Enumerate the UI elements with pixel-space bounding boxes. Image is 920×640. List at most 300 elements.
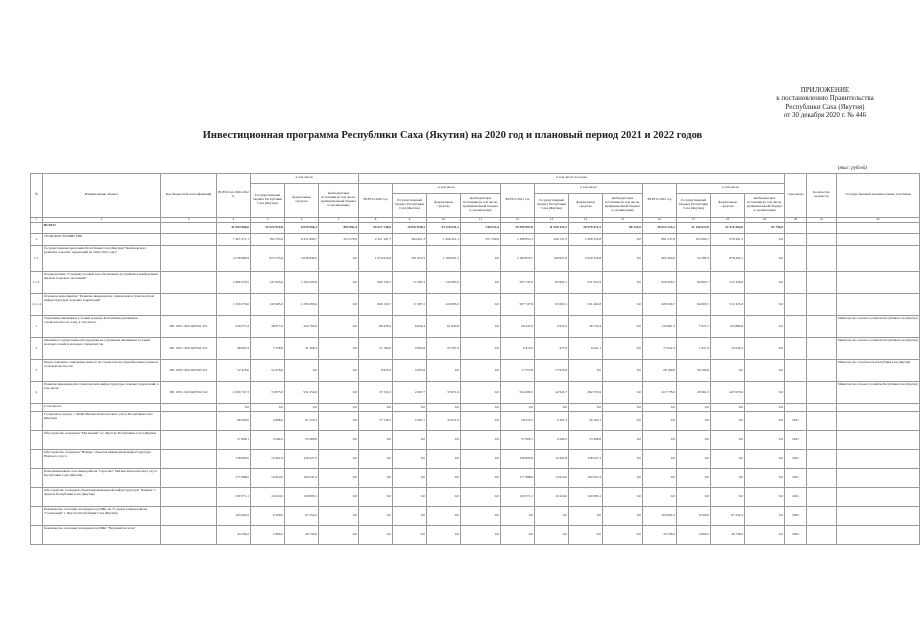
amount-cell: 0,0 [745,526,785,545]
customer-cell [837,488,920,507]
amount-cell: 0,0 [461,526,501,545]
amount-cell: 0,0 [745,234,785,246]
amount-cell: 0,0 [359,488,393,507]
column-number: 8 [359,217,393,223]
column-number: 22 [837,217,920,223]
amount-cell: 37 319,3 [359,382,393,404]
column-number: 9 [393,217,427,223]
amount-cell: 177 988,0 [217,469,251,488]
amount-cell: 0,0 [427,450,461,469]
table-row [31,450,920,469]
object-name: Обустройство площадки "Маганский" в г. Якутске Республики Саха (Якутия) [43,431,161,450]
header-source-ext: внебюджетные источники (в том числе, муниципальный бюджет и организации) [745,193,785,217]
commission-year [785,316,807,338]
appendix-line: к постановлению Правительства [776,94,874,103]
row-number [31,488,43,507]
budget-code [161,450,217,469]
amount-cell: 41 306,4 [285,338,319,360]
amount-cell: 1 980 276,5 [217,272,251,294]
table-row [31,360,920,382]
amount-cell: 0,0 [461,382,501,404]
amount-cell: 0,0 [711,412,745,431]
amount-cell: 0,0 [745,450,785,469]
amount-cell: 0,0 [319,272,359,294]
amount-cell: 246 701,3 [535,234,569,246]
amount-cell: 138 695,0 [501,450,535,469]
amount-cell: 22 787,3 [427,338,461,360]
units-label: (тыс. рублей) [837,166,867,171]
amount-cell: 43 336,2 [217,526,251,545]
header-total-2020: ВСЕГО 2020 год [359,183,393,217]
table-row [31,431,920,450]
amount-cell: 0,0 [603,360,643,382]
commission-year: 2021 [785,412,807,431]
row-number: 1.1.1. [31,272,43,294]
row-number: 3 [31,360,43,382]
row-number: 1. [31,234,43,246]
commission-year [785,338,807,360]
column-number: 6 [285,217,319,223]
amount-cell: 0,0 [319,360,359,382]
amount-cell: 0,0 [359,526,393,545]
amount-cell: 57 908,1 [217,431,251,450]
amount-cell: 0,0 [535,507,569,526]
amount-cell: 0,0 [217,404,251,412]
amount-cell: 0,0 [711,469,745,488]
amount-cell: 0,0 [285,404,319,412]
amount-cell: 0,0 [359,507,393,526]
amount-cell: 0,0 [745,272,785,294]
amount-cell: 37 739,5 [359,412,393,431]
amount-cell: 0,0 [535,404,569,412]
amount-cell: 0,0 [319,316,359,338]
object-name: Комплексное освоение площадки под ИЖС "Верхний поселок" [43,526,161,545]
amount-cell: 891 237,6 [643,234,677,246]
row-number: 1.1. [31,246,43,272]
amount-cell: 10 419,0 [535,488,569,507]
header-source-ext: внебюджетные источники (в том числе, муниципальный бюджет и организации) [603,193,643,217]
amount-cell: 10 491,8 [251,450,285,469]
header-source-fed: федеральные средства [427,193,461,217]
amount-cell: 521 951,6 [569,272,603,294]
amount-cell: 512 325,6 [711,294,745,316]
amount-cell: 0,0 [359,431,393,450]
amount-cell: 132 861,3 [643,316,677,338]
amount-cell: 26 961,3 [677,382,711,404]
amount-cell: 35 871,6 [427,382,461,404]
amount-cell: 0,0 [393,526,427,545]
capacity-cell [807,294,837,316]
amount-cell: 10 847 838,3 [393,223,427,234]
row-number [31,469,43,488]
amount-cell: 162 047,4 [285,469,319,488]
amount-cell: 2 667,7 [393,382,427,404]
amount-cell: 0,0 [319,526,359,545]
row-number [31,431,43,450]
commission-year: 2021 [785,431,807,450]
amount-cell: 0,0 [359,469,393,488]
amount-cell: 0,0 [461,450,501,469]
amount-cell: 0,0 [603,450,643,469]
amount-cell: 902 404,6 [643,246,677,272]
object-name: Государственная программа Республики Саха (Якутия) "Комплексного развития сельских территорий на 2020-2024 годы" [43,246,161,272]
investment-table-sheet [30,173,918,640]
amount-cell: 2 184 870,7 [501,246,535,272]
amount-cell: 417 778,6 [643,382,677,404]
header-source-gb: Государственный бюджет Республики Саха (Якутия) [677,193,711,217]
amount-cell: 0,0 [461,338,501,360]
column-number: 21 [807,217,837,223]
amount-cell: 0,0 [569,507,603,526]
amount-cell: 0,0 [603,507,643,526]
amount-cell: 0,0 [393,488,427,507]
amount-cell: 61 940,8 [427,316,461,338]
amount-cell: 52 476,0 [217,360,251,382]
amount-cell: 1 670 910,6 [359,246,393,272]
header-source-ext: внебюджетные источники (в том числе, муниципальный бюджет и организации) [461,193,501,217]
commission-year: 2022 [785,507,807,526]
amount-cell: 0,0 [745,360,785,382]
amount-cell: 0,0 [745,404,785,412]
customer-cell [837,404,920,412]
amount-cell: 0,0 [603,469,643,488]
amount-cell: 0,0 [359,450,393,469]
header-source-fed: федеральные средства [569,193,603,217]
amount-cell: 626 500,7 [643,272,677,294]
amount-cell: 0,0 [603,526,643,545]
amount-cell: 0,0 [569,360,603,382]
table-body [31,223,920,545]
amount-cell: 0,0 [711,431,745,450]
header-source-ext: внебюджетные источники (в том числе, муниципальный бюджет и организации) [319,183,359,217]
amount-cell: 61 279,3 [285,412,319,431]
amount-cell: 222 700,4 [285,316,319,338]
column-number: 20 [785,217,807,223]
amount-cell: 2 600,2 [677,526,711,545]
amount-cell: 0,0 [603,272,643,294]
amount-cell: 0,0 [677,404,711,412]
amount-cell: 53 308,8 [285,431,319,450]
amount-cell: 97 252,2 [711,507,745,526]
customer-cell [837,234,920,246]
header-deadline: Срок ввода [785,174,807,218]
header-code: Код бюджетной классификации [161,174,217,218]
amount-cell: 0,0 [461,272,501,294]
amount-cell: 89 478,2 [359,316,393,338]
row-number [31,526,43,545]
column-number: 5 [251,217,285,223]
commission-year: 2022 [785,526,807,545]
appendix-line: Республики Саха (Якутия) [785,102,865,111]
budget-code [161,507,217,526]
header-source-fed: федеральные средства [711,193,745,217]
amount-cell: 931 252,6 [285,382,319,404]
object-name: Улучшение жилищных условий граждан Республики (жилищное строительство на селе), в том числе: [43,316,161,338]
amount-cell: 6 500,0 [677,507,711,526]
header-total: ВСЕГО на 2020-2022 гг. [217,174,251,218]
customer-cell [837,450,920,469]
amount-cell: 24 322 919,8 [251,223,285,234]
column-number: 13 [535,217,569,223]
amount-cell: 4 048 640,5 [285,246,319,272]
table-row [31,469,920,488]
amount-cell: 43 336,2 [643,526,677,545]
table-row [31,234,920,246]
budget-code: 082 1003 1610 4R5763 451 [161,360,217,382]
amount-cell: 0,0 [643,412,677,431]
amount-cell: 130 571,1 [217,488,251,507]
amount-cell: 1 206 295,6 [285,294,319,316]
amount-cell: 66 290,0 [217,412,251,431]
object-name: Обустройство площадки объектами инженерной инфраструктуры "Байдам" с. Арылах Республики Саха (Якутия) [43,488,161,507]
commission-year: 2021 [785,488,807,507]
budget-code [161,272,217,294]
amount-cell: 524 280,3 [501,382,535,404]
budget-code [161,526,217,545]
amount-cell: 501 972,5 [393,246,427,272]
amount-cell: 0,0 [745,382,785,404]
object-name: Оказание государственной поддержки на улучшение жилищных условий молодых семей и молодых специалистов [43,338,161,360]
row-number [31,450,43,469]
object-name: Канализационные сети микрорайона "Сергелях" Мегино-Кангаласского улуса Республики Саха (Якутия) [43,469,161,488]
amount-cell: 10 491,8 [535,450,569,469]
amount-cell: 259 577,4 [217,316,251,338]
customer-cell [837,431,920,450]
commission-year [785,246,807,272]
amount-cell: 122 083,5 [427,294,461,316]
amount-cell: 0,0 [427,488,461,507]
appendix-line: от 30 декабря 2020 г. № 446 [783,111,867,120]
amount-cell: 626 500,7 [643,294,677,316]
header-source-fed: федеральные средства [285,183,319,217]
column-number: 17 [677,217,711,223]
capacity-cell [807,507,837,526]
amount-cell: 26 612 224,1 [643,223,677,234]
amount-cell: 0,0 [461,360,501,382]
column-number: 14 [569,217,603,223]
amount-cell: 48 065,3 [217,338,251,360]
table-row [31,488,920,507]
capacity-cell [807,360,837,382]
amount-cell: 1 166 831,1 [427,246,461,272]
amount-cell: 128 227,3 [569,450,603,469]
capacity-cell [807,469,837,488]
amount-cell: 0,0 [501,507,535,526]
amount-cell: 25 116 631,1 [427,223,461,234]
column-number: 16 [643,217,677,223]
capacity-cell [807,382,837,404]
object-name: Обустройство площадки "Намцы" объектов инженерной инфраструктуры Намского улуса [43,450,161,469]
amount-cell: 0,0 [393,469,427,488]
customer-cell [837,294,920,316]
object-name: Комплексное освоение площадки под ИЖС на 75 домов в микрорайоне "Солнечный" г. Якутска Республики Саха (Якутия) [43,507,161,526]
amount-cell: 557 339,9 [461,234,501,246]
amount-cell: 507 747,9 [501,294,535,316]
column-number: 19 [745,217,785,223]
object-name: Подпрограмма "Создание условий для обеспечения доступным и комфортным жильем сельского населения" [43,272,161,294]
capacity-cell [807,234,837,246]
row-number [31,404,43,412]
amount-cell: 0,0 [427,431,461,450]
amount-cell: 0,0 [427,507,461,526]
commission-year: 2021 [785,450,807,469]
amount-cell: 105 002,2 [217,507,251,526]
capacity-cell [807,431,837,450]
amount-cell: 846 130,7 [359,294,393,316]
amount-cell: 0,0 [711,360,745,382]
amount-cell: 52 476,0 [251,360,285,382]
object-name: Предоставление социальных выплат на строительство (приобретение) жилья в сельской местности [43,360,161,382]
amount-cell: 0,0 [251,404,285,412]
header-source-gb: Государственный бюджет Республики Саха (Якутия) [251,183,285,217]
amount-cell: 762 333,9 [251,234,285,246]
amount-cell: 0,0 [535,526,569,545]
amount-cell: 0,0 [603,234,643,246]
amount-cell: 0,0 [745,316,785,338]
amount-cell: 0,0 [427,404,461,412]
column-number: 12 [501,217,535,223]
amount-cell: 38 716,4 [569,316,603,338]
commission-year: 2021 [785,469,807,488]
amount-cell: 40 736,0 [711,526,745,545]
header-2021-incl: в том числе [535,183,643,193]
amount-cell: 0,0 [643,469,677,488]
amount-cell: 0,0 [745,469,785,488]
amount-cell: 74 873,0 [251,382,285,404]
amount-cell: 0,0 [745,431,785,450]
commission-year [785,404,807,412]
budget-code [161,488,217,507]
column-number: 4 [217,217,251,223]
amount-cell: 53 308,8 [569,431,603,450]
amount-cell: 65 617 740,6 [359,223,393,234]
table-row [31,316,920,338]
amount-cell: 0,0 [745,507,785,526]
amount-cell: 91 796,0 [745,223,785,234]
amount-cell: 0,0 [745,488,785,507]
amount-cell: 4 569,2 [251,431,285,450]
amount-cell: 0,0 [745,246,785,272]
amount-cell: 9 641,1 [569,338,603,360]
amount-cell: 6 639 966,4 [285,223,319,234]
amount-cell: 674 733,4 [251,246,285,272]
table-row [31,246,920,272]
amount-cell: 28 470,5 [501,412,535,431]
row-number [31,412,43,431]
amount-cell: 0,0 [677,431,711,450]
capacity-cell [807,450,837,469]
amount-cell: 0,0 [643,431,677,450]
amount-cell: 0,0 [461,246,501,272]
amount-cell: 7 467 271,1 [217,234,251,246]
amount-cell: 0,0 [427,360,461,382]
amount-cell: 0,0 [711,404,745,412]
amount-cell: 9 472,0 [501,338,535,360]
amount-cell: 17 557,8 [501,360,535,382]
commission-year [785,223,807,234]
row-number: 2 [31,338,43,360]
table-row [31,223,920,234]
amount-cell: 0,0 [569,404,603,412]
amount-cell: 2 931,0 [535,316,569,338]
column-number: 10 [427,217,461,223]
amount-cell: 105 002,2 [643,507,677,526]
amount-cell: 1 957,4 [677,338,711,360]
amount-cell: 404 921,3 [393,234,427,246]
customer-cell: Министерство сельского хозяйства Республики Саха (Якутия) [837,316,920,338]
amount-cell: 0,0 [603,412,643,431]
customer-cell [837,526,920,545]
amount-cell: 0,0 [745,412,785,431]
amount-cell: 425 979,9 [711,382,745,404]
amount-cell: 14 910,0 [535,469,569,488]
column-number: 18 [711,217,745,223]
table-row [31,272,920,294]
amount-cell: 0,0 [319,246,359,272]
amount-cell: 531 402,8 [569,294,603,316]
table-row [31,382,920,404]
customer-cell [837,507,920,526]
amount-cell: 1 299 855,1 [501,234,535,246]
amount-cell: 105 009,7 [677,234,711,246]
amount-cell: 130 571,1 [501,488,535,507]
amount-cell: 138 695,0 [217,450,251,469]
amount-cell: 31 904 966,6 [217,223,251,234]
amount-cell: 2 600,2 [251,526,285,545]
header-name: Наименование объекта [43,174,161,218]
header-total-2022: ВСЕГО 2022 год [643,183,677,217]
customer-cell [837,469,920,488]
amount-cell: 2 063,8 [393,338,427,360]
table-row [31,412,920,431]
amount-cell: 7 558,8 [251,338,285,360]
amount-cell: 512 329,6 [711,272,745,294]
amount-cell: 40 736,0 [285,526,319,545]
header-capacity: Количество мощность [807,174,837,218]
amount-cell: 17 287,2 [393,272,427,294]
amount-cell: 2 050 356,8 [569,246,603,272]
table-row [31,294,920,316]
amount-cell: 54 282,3 [677,246,711,272]
amount-cell: 64 063,7 [677,294,711,316]
amount-cell: 124 889,6 [711,316,745,338]
amount-cell: 1 000 747,3 [217,382,251,404]
amount-cell: 147 995,0 [251,272,285,294]
amount-cell: 6 500,0 [251,507,285,526]
budget-code [161,431,217,450]
customer-cell: Министерство строительства Республики Саха (Якутия) [837,360,920,382]
amount-cell: 1 008 354,8 [569,234,603,246]
amount-cell: 0,0 [677,450,711,469]
row-number [31,507,43,526]
capacity-cell [807,526,837,545]
customer-cell [837,246,920,272]
amount-cell: 0,0 [319,382,359,404]
table-row [31,404,920,412]
header-2022-incl: в том числе [677,183,785,193]
amount-cell: 477,0 [535,338,569,360]
amount-cell: 35 071,6 [427,412,461,431]
amount-cell: 0,0 [393,431,427,450]
customer-cell [837,272,920,294]
amount-cell: 21 769,0 [359,338,393,360]
amount-cell: 177 988,0 [501,469,535,488]
budget-code: 081 1001 1610 4R5762 321 [161,338,217,360]
amount-cell: 30 447,0 [501,316,535,338]
amount-cell: 0,0 [319,338,359,360]
amount-cell: 740 922,4 [461,223,501,234]
amount-cell: 482 335,9 [569,382,603,404]
